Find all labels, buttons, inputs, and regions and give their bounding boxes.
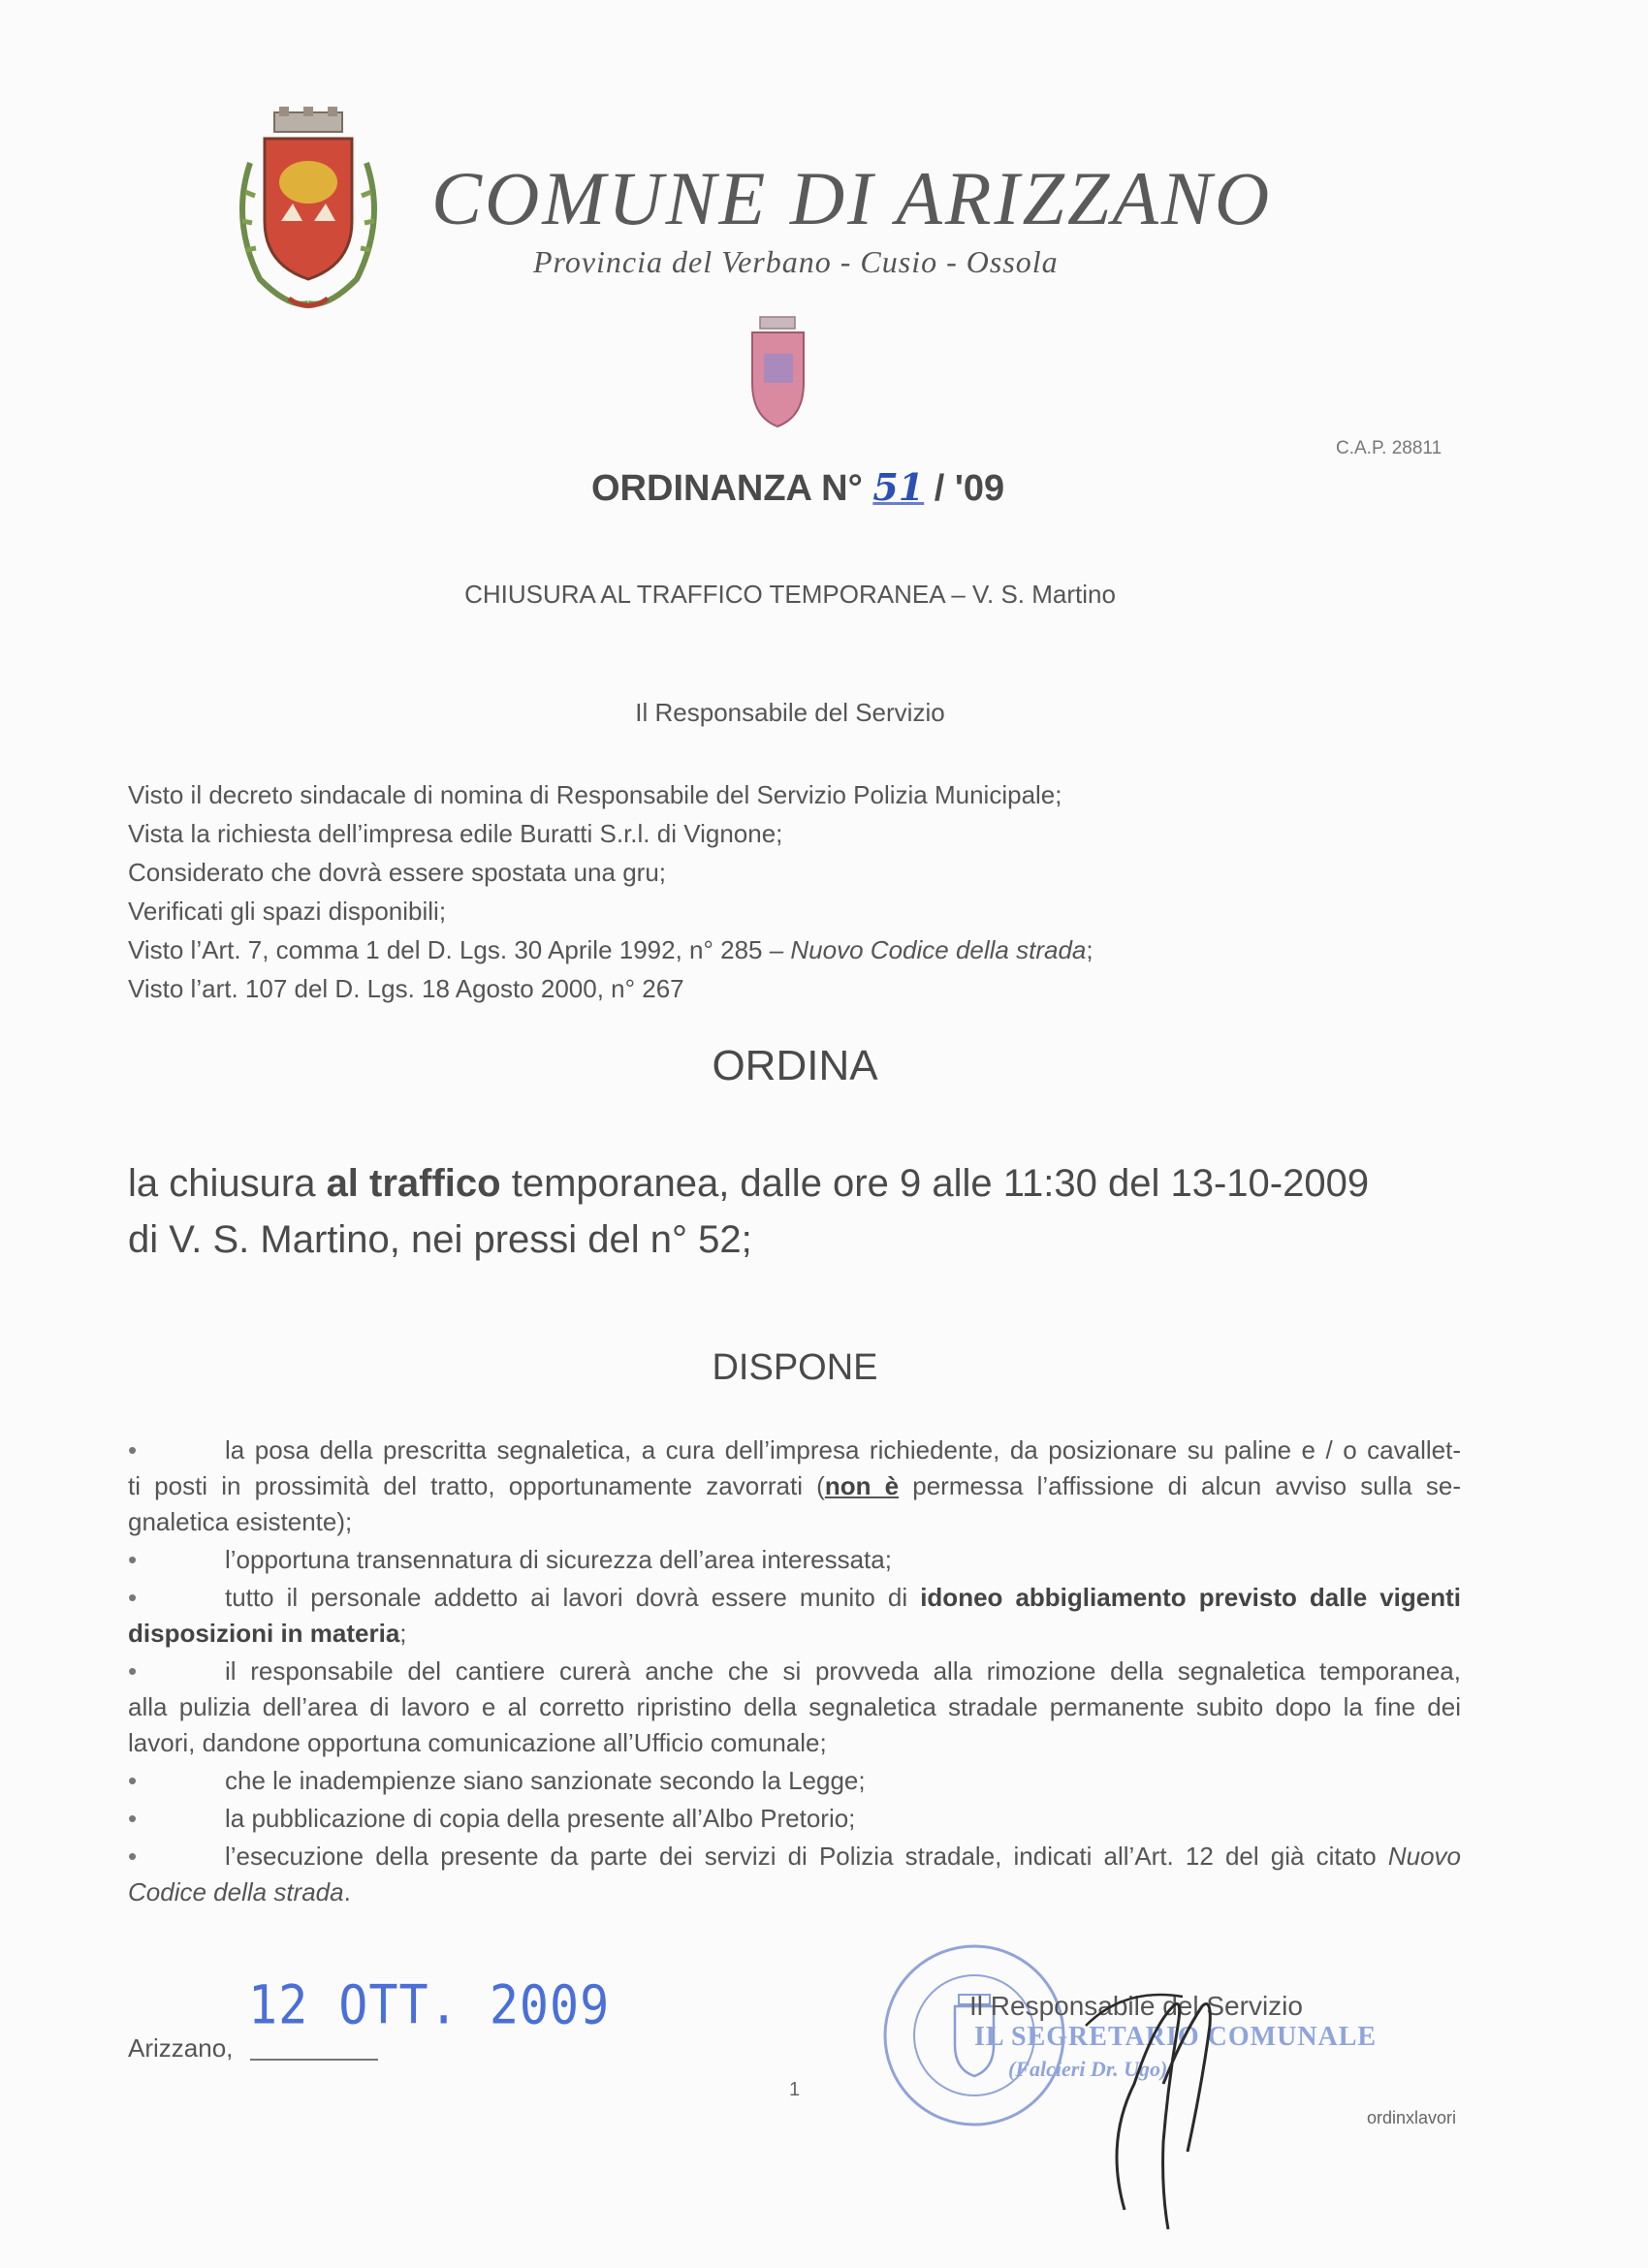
- bullet-icon: •: [128, 1804, 138, 1833]
- ordinance-year: / '09: [924, 468, 1005, 509]
- list-item: [128, 1839, 1461, 1910]
- ordinance-prefix: ORDINANZA N°: [591, 468, 873, 509]
- municipal-coat-of-arms: [221, 105, 396, 323]
- file-name: ordinxlavori: [1367, 2108, 1457, 2127]
- premise-line: Vista la richiesta dell’impresa edile Buratti S.r.l. di Vignone;: [128, 819, 783, 848]
- item-line: [128, 1874, 1461, 1910]
- bullet-icon: •: [128, 1545, 138, 1574]
- secretary-stamp-name: (Falcieri Dr. Ugo): [1008, 2057, 1168, 2081]
- list-item: [128, 1542, 1461, 1578]
- item-line: lavori, dandone opportuna comunicazione all’Ufficio comunale;: [128, 1728, 827, 1757]
- premise-line: [128, 930, 1485, 969]
- premise-text: ;: [1086, 935, 1093, 964]
- item-line: che le inadempienze siano sanzionate secondo la Legge;: [225, 1766, 866, 1795]
- item-text: l’esecuzione della presente da parte dei servizi di Polizia stradale, indicati all’Art. 12 del già citato: [225, 1842, 1388, 1871]
- item-text: ;: [399, 1619, 407, 1648]
- item-line: la posa della prescritta segnaletica, a cura dell’impresa richiedente, da posizionare su paline e / o cavallet-: [225, 1435, 1461, 1465]
- place-label: Arizzano,: [128, 2033, 234, 2063]
- item-line: l’opportuna transennatura di sicurezza dell’area interessata;: [225, 1545, 892, 1574]
- item-text: permessa l’affissione di alcun avviso sulla se-: [899, 1471, 1461, 1500]
- province-name: Provincia del Verbano - Cusio - Ossola: [533, 244, 1059, 279]
- item-text: .: [343, 1877, 351, 1906]
- ordinance-subject: CHIUSURA AL TRAFFICO TEMPORANEA – V. S. Martino: [464, 580, 1116, 609]
- list-item: [128, 1763, 1461, 1799]
- small-crest-seal: [746, 315, 809, 431]
- signature-title: Il Responsabile del Servizio: [969, 1991, 1303, 2021]
- main-order-line: di V. S. Martino, nei pressi del n° 52;: [128, 1218, 752, 1261]
- main-order: [128, 1155, 1485, 1268]
- date-stamp: 12 OTT. 2009: [248, 1974, 611, 2036]
- item-text-bold: idoneo abbigliamento previsto dalle vigenti: [920, 1583, 1461, 1612]
- bullet-icon: •: [128, 1583, 138, 1612]
- authority-heading: Il Responsabile del Servizio: [635, 698, 945, 727]
- postal-code: C.A.P. 28811: [1336, 438, 1442, 458]
- ordinance-title: [591, 465, 1095, 510]
- page-number: 1: [789, 2079, 801, 2100]
- premise-line: Verificati gli spazi disponibili;: [128, 897, 447, 926]
- order-text-bold: al traffico: [326, 1162, 501, 1205]
- item-line: [128, 1580, 1461, 1616]
- list-item: [128, 1580, 1461, 1652]
- order-text: la chiusura: [128, 1162, 327, 1205]
- item-line: gnaletica esistente);: [128, 1507, 353, 1536]
- item-line: il responsabile del cantiere curerà anche che si provveda alla rimozione della segnaletica temporanea,: [225, 1656, 1461, 1685]
- bullet-icon: •: [128, 1656, 138, 1685]
- item-line: [128, 1839, 1461, 1874]
- municipality-name: COMUNE DI ARIZZANO: [431, 156, 1273, 240]
- premise-text: Visto l’Art. 7, comma 1 del D. Lgs. 30 Aprile 1992, n° 285 –: [128, 935, 791, 964]
- premise-line: Visto l’art. 107 del D. Lgs. 18 Agosto 2000, n° 267: [128, 974, 684, 1003]
- premises-list: [128, 775, 1485, 1008]
- bullet-icon: •: [128, 1842, 138, 1871]
- item-text-italic: Nuovo: [1387, 1842, 1461, 1871]
- bullet-icon: •: [128, 1766, 138, 1795]
- secretary-stamp-title: IL SEGRETARIO COMUNALE: [974, 2022, 1378, 2052]
- item-line: alla pulizia dell’area di lavoro e al corretto ripristino della segnaletica stradale permanente subito dopo la fine dei: [128, 1692, 1461, 1721]
- premise-line: Considerato che dovrà essere spostata una gru;: [128, 858, 667, 887]
- list-item: [128, 1433, 1461, 1540]
- dispone-heading: DISPONE: [712, 1347, 878, 1388]
- item-line: [128, 1468, 1461, 1504]
- list-item: [128, 1801, 1461, 1837]
- item-text-italic: Codice della strada: [128, 1877, 344, 1906]
- list-item: [128, 1654, 1461, 1761]
- item-line: [128, 1616, 1461, 1652]
- handwritten-signature: [1066, 1968, 1241, 2239]
- premise-line: Visto il decreto sindacale di nomina di Responsabile del Servizio Polizia Municipale;: [128, 780, 1062, 809]
- ordina-heading: ORDINA: [712, 1042, 878, 1089]
- item-line: la pubblicazione di copia della presente all’Albo Pretorio;: [225, 1804, 856, 1833]
- dispositions-list: [128, 1433, 1461, 1912]
- item-text-bold: disposizioni in materia: [128, 1619, 400, 1648]
- item-text: tutto il personale addetto ai lavori dovrà essere munito di: [225, 1583, 921, 1612]
- premise-code-reference: Nuovo Codice della strada: [790, 935, 1087, 964]
- ordinance-number: 51: [872, 465, 925, 509]
- bullet-icon: •: [128, 1435, 138, 1465]
- item-text-bold: non è: [824, 1471, 900, 1500]
- main-order-line: [128, 1155, 1485, 1212]
- order-text: temporanea, dalle ore 9 alle 11:30 del 13-10-2009: [500, 1162, 1370, 1205]
- date-underline: [250, 2059, 378, 2061]
- item-text: ti posti in prossimità del tratto, opportunamente zavorrati (: [128, 1471, 825, 1500]
